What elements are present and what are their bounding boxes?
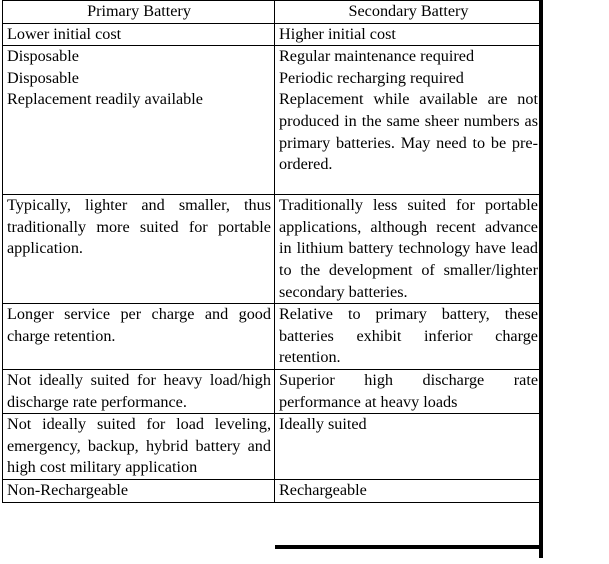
table-shadow-bottom (275, 545, 543, 549)
table-row (3, 304, 542, 370)
table-row (3, 414, 542, 480)
battery-comparison-table (2, 0, 542, 503)
primary-cost-cell: Lower initial cost (3, 23, 275, 46)
primary-size-cell: Typically, lighter and smaller, thus traditionally more suited for portable application. (3, 195, 275, 304)
table-row (3, 195, 542, 304)
primary-rechargeable-cell: Non-Rechargeable (3, 479, 275, 502)
secondary-cost-cell: Higher initial cost (275, 23, 542, 46)
table-row (3, 46, 542, 195)
secondary-battery-header: Secondary Battery (275, 1, 542, 24)
table-row (3, 23, 542, 46)
table-header-row (3, 1, 542, 24)
secondary-maintenance-cell: Regular maintenance required Periodic recharging required Replacement while available are not produced in the same sheer numbers as primary batteries. May need to be pre-ordered. (275, 46, 542, 195)
primary-disposable-cell: Disposable Disposable Replacement readily available (3, 46, 275, 195)
secondary-size-cell: Traditionally less suited for portable applications, although recent advance in lithium battery technology have lead to the development of smaller/lighter secondary batteries. (275, 195, 542, 304)
primary-discharge-cell: Not ideally suited for heavy load/high discharge rate performance. (3, 369, 275, 413)
secondary-retention-cell: Relative to primary battery, these batteries exhibit inferior charge retention. (275, 304, 542, 370)
primary-retention-cell: Longer service per charge and good charge retention. (3, 304, 275, 370)
table-row (3, 369, 542, 413)
table-shadow-right (539, 0, 543, 558)
table-row (3, 479, 542, 502)
primary-battery-header: Primary Battery (3, 1, 275, 24)
secondary-application-cell: Ideally suited (275, 414, 542, 480)
secondary-rechargeable-cell: Rechargeable (275, 479, 542, 502)
primary-application-cell: Not ideally suited for load leveling, emergency, backup, hybrid battery and high cost military application (3, 414, 275, 480)
secondary-discharge-cell: Superior high discharge rate performance at heavy loads (275, 369, 542, 413)
